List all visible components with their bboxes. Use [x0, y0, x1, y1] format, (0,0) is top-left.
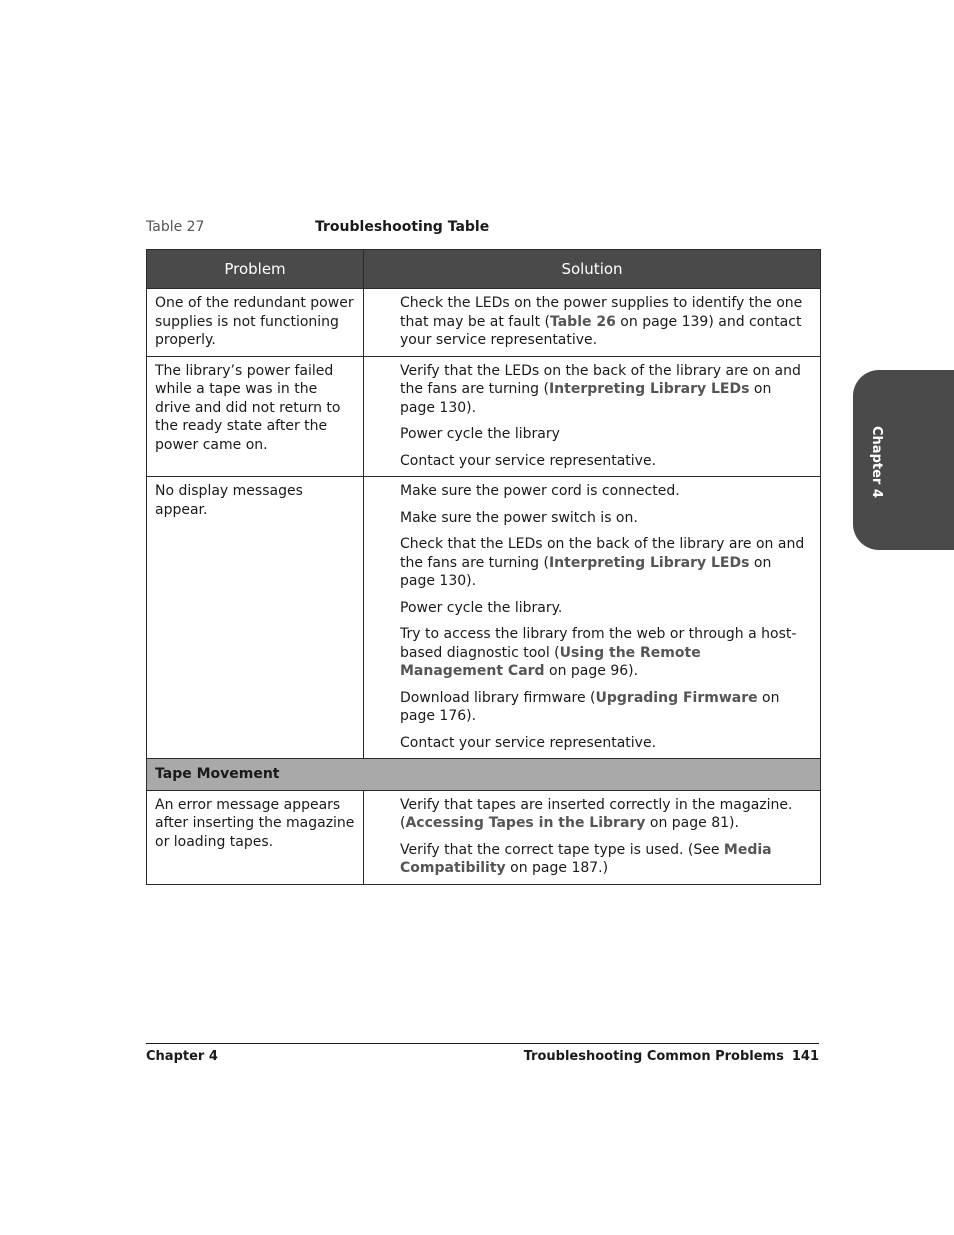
table-title: Troubleshooting Table: [315, 219, 490, 235]
solution-step: [400, 796, 806, 833]
section-row: [147, 759, 821, 791]
table-row: [147, 477, 821, 759]
solution-text: Power cycle the library.: [400, 599, 563, 616]
solution-text: Check the LEDs on the power supplies to identify the one that may be at fault (: [400, 295, 803, 330]
column-header-problem: Problem: [147, 250, 364, 289]
solution-text: Verify that tapes are inserted correctly in the magazine. (: [400, 796, 793, 831]
table-row: [147, 790, 821, 884]
solution-text: on page 130).: [400, 381, 772, 416]
cross-reference-link[interactable]: Using the Remote Management Card: [400, 644, 701, 679]
solution-text: on page 130).: [400, 554, 772, 589]
solution-text: Verify that the LEDs on the back of the library are on and the fans are turning (: [400, 362, 801, 397]
section-rows: [147, 790, 821, 884]
cross-reference-link[interactable]: Interpreting Library LEDs: [548, 554, 750, 571]
section-body: [147, 759, 821, 791]
solution-text: Power cycle the library: [400, 426, 560, 442]
troubleshooting-table: [146, 249, 821, 885]
solution-cell: [364, 477, 821, 759]
solution-text: Make sure the power switch is on.: [400, 509, 638, 526]
solution-step: [400, 535, 806, 591]
problem-cell: The library’s power failed while a tape was in the drive and did not return to the ready state after the power came on.: [147, 356, 364, 477]
cross-reference-link[interactable]: Upgrading Firmware: [595, 689, 758, 706]
solution-text: on page 187.): [505, 860, 609, 876]
solution-step: [400, 452, 806, 471]
solution-cell: [364, 790, 821, 884]
solution-text: Contact your service representative.: [400, 452, 657, 469]
solution-text: Make sure the power cord is connected.: [400, 483, 680, 499]
table-number: Table 27: [146, 219, 205, 235]
problem-cell: One of the redundant power supplies is not functioning properly.: [147, 289, 364, 357]
problem-cell: An error message appears after inserting the magazine or loading tapes.: [147, 790, 364, 884]
solution-text: Check that the LEDs on the back of the library are on and the fans are turning (: [400, 536, 805, 571]
solution-step: [400, 294, 806, 350]
solution-step: [400, 625, 806, 681]
solution-step: [400, 509, 806, 528]
solution-text: Download library firmware (: [400, 689, 596, 706]
cross-reference-link[interactable]: Interpreting Library LEDs: [548, 381, 750, 397]
column-header-solution: Solution: [364, 250, 821, 289]
problem-cell: No display messages appear.: [147, 477, 364, 759]
table-caption: [146, 219, 490, 235]
solution-cell: [364, 289, 821, 357]
table-header-row: [147, 250, 821, 289]
solution-step: [400, 362, 806, 418]
solution-cell: [364, 356, 821, 477]
table-body: [147, 289, 821, 759]
solution-step: [400, 841, 806, 878]
cross-reference-link[interactable]: Table 26: [549, 313, 616, 330]
cross-reference-link[interactable]: Accessing Tapes in the Library: [405, 815, 646, 831]
chapter-tab-label: Chapter 4: [869, 426, 884, 498]
table-row: [147, 289, 821, 357]
footer-rule: [146, 1043, 819, 1044]
solution-step: [400, 482, 806, 501]
footer-section-title: Troubleshooting Common Problems: [523, 1049, 784, 1064]
solution-text: Contact your service representative.: [400, 734, 657, 751]
section-title-tape-movement: Tape Movement: [147, 759, 821, 791]
footer-chapter: Chapter 4: [146, 1049, 218, 1064]
solution-text: on page 96).: [544, 663, 639, 679]
footer-page-number: 141: [791, 1049, 819, 1064]
solution-text: Try to access the library from the web or through a host-based diagnostic tool (: [400, 626, 797, 661]
solution-text: on page 81).: [645, 815, 739, 831]
solution-text: on page 176).: [400, 689, 780, 724]
table-row: [147, 356, 821, 477]
solution-text: on page 139) and contact your service representative.: [400, 313, 802, 348]
solution-step: [400, 734, 806, 753]
cross-reference-link[interactable]: Media Compatibility: [400, 841, 772, 876]
solution-step: [400, 689, 806, 726]
solution-text: Verify that the correct tape type is used. (See: [400, 841, 724, 858]
solution-step: [400, 425, 806, 444]
solution-step: [400, 599, 806, 618]
footer-right: [524, 1049, 819, 1064]
